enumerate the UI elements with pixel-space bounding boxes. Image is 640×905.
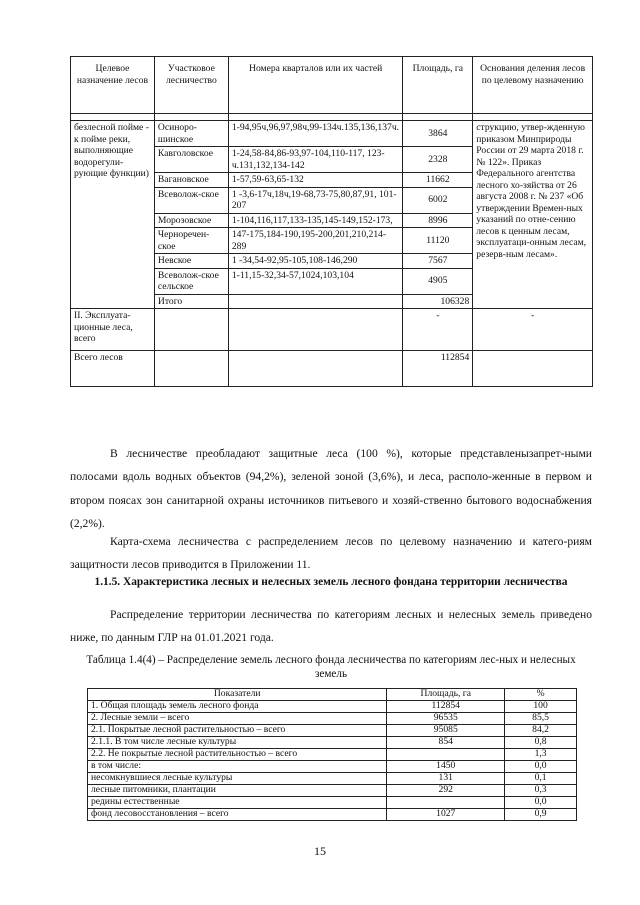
header-area: Площадь, га (387, 689, 505, 701)
empty-cell (228, 309, 403, 351)
paragraph-protective-forests: В лесничестве преобладают защитные леса (100 %), которые представленызапрет-ными полосами вдоль водных объектов (94,2%), зеленой зоной (3,6%), и леса, располо-женные в первом и втором поясах зон санитарной охраны источников питьевого и хозяй-ственно бытового водоснабжения (2,2%). (70, 447, 592, 531)
area-cell: 1450 (387, 761, 505, 773)
table-row (88, 725, 577, 737)
forestry-cell: Осиноро-шинское (154, 121, 228, 147)
empty-cell (154, 309, 228, 351)
indicator-cell: 2. Лесные земли – всего (88, 713, 387, 725)
table-row (71, 351, 593, 387)
empty-cell (228, 294, 403, 309)
area-cell (387, 749, 505, 761)
exploit-label-cell: II. Эксплуата-ционные леса, всего (71, 309, 155, 351)
paragraph-land-distribution: Распределение территории лесничества по категориям лесных и нелесных земель приведено ниже, по данным ГЛР на 01.01.2021 года. (70, 608, 592, 645)
percent-cell: 1,3 (505, 749, 577, 761)
quarters-cell: 1 -34,54-92,95-105,108-146,290 (228, 254, 403, 269)
body-paragraph (70, 442, 592, 536)
table-row (71, 121, 593, 147)
area-cell: 4905 (403, 268, 473, 294)
header-basis: Основания деления лесов по целевому назначению (473, 57, 593, 114)
table-row (88, 701, 577, 713)
quarters-cell: 1 -3,6-17ч,18ч,19-68,73-75,80,87,91, 101-207 (228, 187, 403, 213)
header-quarters: Номера кварталов или их частей (228, 57, 403, 114)
total-label-cell: Итого (154, 294, 228, 309)
forestry-cell: Морозовское (154, 213, 228, 228)
indicator-cell: в том числе: (88, 761, 387, 773)
area-cell: 7567 (403, 254, 473, 269)
body-paragraph (70, 603, 592, 650)
table-row (88, 737, 577, 749)
all-area-cell: 112854 (403, 351, 473, 387)
indicator-cell: лесные питомники, плантации (88, 785, 387, 797)
indicator-cell: редины естественные (88, 797, 387, 809)
empty-cell (473, 351, 593, 387)
table-row (88, 713, 577, 725)
page-number: 15 (314, 844, 326, 858)
area-cell: 112854 (387, 701, 505, 713)
area-cell: 11120 (403, 228, 473, 254)
percent-cell: 0,0 (505, 797, 577, 809)
header-percent: % (505, 689, 577, 701)
group-basis-cell: струкцию, утвер-жденную приказом Минприроды России от 29 марта 2018 г. № 122». Приказ Федерального агентства лесного хо-зяйства от 26 августа 2008 г. № 237 «Об утверждении Времен-ных указаний по отне-сению лесов к ценным лесам, эксплуатаци-онным лесам, резерв-ным лесам». (473, 121, 593, 309)
percent-cell: 0,8 (505, 737, 577, 749)
area-cell: 854 (387, 737, 505, 749)
section-heading: 1.1.5. Характеристика лесных и нелесных земель лесного фондана территории лесничества (94, 576, 568, 588)
percent-cell: 0,0 (505, 761, 577, 773)
exploit-area-cell: - (403, 309, 473, 351)
table-row (88, 809, 577, 821)
table-row (88, 761, 577, 773)
area-cell: 2328 (403, 147, 473, 173)
quarters-cell: 1-11,15-32,34-57,1024,103,104 (228, 268, 403, 294)
total-area-cell: 106328 (403, 294, 473, 309)
area-cell: 1027 (387, 809, 505, 821)
percent-cell: 0,9 (505, 809, 577, 821)
forestry-cell: Всеволож-ское (154, 187, 228, 213)
area-cell: 11662 (403, 173, 473, 188)
quarters-cell: 1-24,58-84,86-93,97-104,110-117, 123-ч.131,132,134-142 (228, 147, 403, 173)
indicator-cell: 2.1. Покрытые лесной растительностью – всего (88, 725, 387, 737)
indicator-cell: 2.1.1. В том числе лесные культуры (88, 737, 387, 749)
table-gap-row (71, 114, 593, 121)
header-area: Площадь, га (403, 57, 473, 114)
area-cell: 292 (387, 785, 505, 797)
percent-cell: 0,3 (505, 785, 577, 797)
table-header-row (88, 689, 577, 701)
forestry-cell: Невское (154, 254, 228, 269)
quarters-cell: 1-94,95ч,96,97,98ч,99-134ч.135,136,137ч. (228, 121, 403, 147)
table-row (88, 749, 577, 761)
exploit-basis-cell: - (473, 309, 593, 351)
indicator-cell: фонд лесовосстановления – всего (88, 809, 387, 821)
header-indicator: Показатели (88, 689, 387, 701)
body-paragraph (70, 530, 592, 577)
table-row (88, 785, 577, 797)
percent-cell: 85,5 (505, 713, 577, 725)
indicator-cell: несомкнувшиеся лесные культуры (88, 773, 387, 785)
group-purpose-cell: безлесной пойме - к пойме реки, выполняющие водорегули-рующие функции) (71, 121, 155, 309)
forest-purpose-table (70, 56, 593, 387)
quarters-cell: 1-57,59-63,65-132 (228, 173, 403, 188)
area-cell: 95085 (387, 725, 505, 737)
table-row (88, 773, 577, 785)
area-cell: 8996 (403, 213, 473, 228)
table-caption: Таблица 1.4(4) – Распределение земель лесного фонда лесничества по категориям лес-ных и нелесных земель (86, 654, 576, 680)
area-cell: 131 (387, 773, 505, 785)
quarters-cell: 147-175,184-190,195-200,201,210,214-289 (228, 228, 403, 254)
quarters-cell: 1-104,116,117,133-135,145-149,152-173, (228, 213, 403, 228)
header-purpose: Целевое назначение лесов (71, 57, 155, 114)
indicator-cell: 2.2. Не покрытые лесной растительностью – всего (88, 749, 387, 761)
forestry-cell: Вагановское (154, 173, 228, 188)
percent-cell: 100 (505, 701, 577, 713)
all-label-cell: Всего лесов (71, 351, 155, 387)
area-cell: 96535 (387, 713, 505, 725)
paragraph-map-reference: Карта-схема лесничества с распределением лесов по целевому назначению и катего-риям защитности лесов приводится в Приложении 11. (70, 535, 592, 572)
empty-cell (154, 351, 228, 387)
forestry-cell: Всеволож-ское сельское (154, 268, 228, 294)
indicator-cell: 1. Общая площадь земель лесного фонда (88, 701, 387, 713)
empty-cell (228, 351, 403, 387)
header-forestry: Участковое лесничество (154, 57, 228, 114)
percent-cell: 0,1 (505, 773, 577, 785)
forestry-cell: Кавголовское (154, 147, 228, 173)
table-header-row (71, 57, 593, 114)
table-row (71, 309, 593, 351)
table-row (88, 797, 577, 809)
area-cell: 6002 (403, 187, 473, 213)
area-cell: 3864 (403, 121, 473, 147)
land-categories-table (87, 688, 577, 821)
forestry-cell: Черноречен-ское (154, 228, 228, 254)
area-cell (387, 797, 505, 809)
percent-cell: 84,2 (505, 725, 577, 737)
